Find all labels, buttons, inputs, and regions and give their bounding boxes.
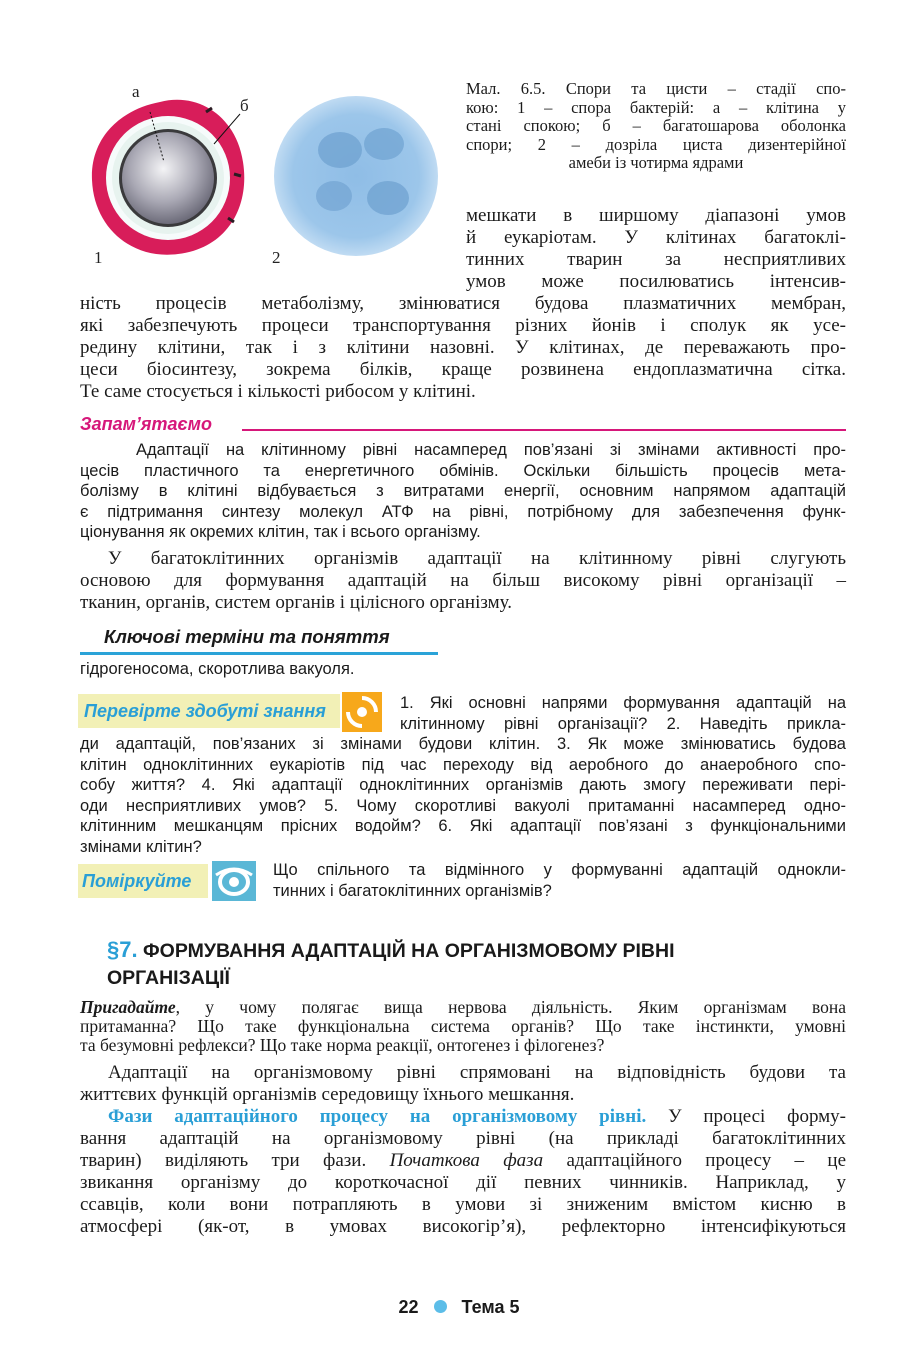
remember-header <box>80 414 846 436</box>
dot-icon <box>434 1300 447 1313</box>
text-line: тинних тварин за несприятливих <box>466 249 846 270</box>
text-line: клітин одноклітинних еукаріотів під час переходу від аеробного до анаеробного спо- <box>80 755 846 774</box>
label-1: 1 <box>94 248 103 267</box>
text-line: змінами клітин? <box>80 837 202 856</box>
label-a: а <box>132 82 140 101</box>
text-line: Те саме стосується і кількості рибосом у клітині. <box>80 381 476 402</box>
phases-heading: Фази адаптаційного процесу на організмовому рівні. <box>108 1106 647 1127</box>
section-number: §7. <box>107 937 138 962</box>
section-title-line1: ФОРМУВАННЯ АДАПТАЦІЙ НА ОРГАНІЗМОВОМУ РІВНІ <box>143 940 675 962</box>
page-number: 22 <box>398 1297 419 1317</box>
text-line: звикання організму до короткочасної дії певних чинників. Наприклад, у <box>80 1172 846 1193</box>
key-terms-text: гідрогеносома, скоротлива вакуоля. <box>80 660 355 678</box>
check-knowledge-label: Перевірте здобуті знання <box>84 701 326 721</box>
caption-line: амеби із чотирма ядрами <box>568 153 744 172</box>
section-title-line2: ОРГАНІЗАЦІЇ <box>107 967 230 989</box>
caption-line: кою: 1 – спора бактерій: а – клітина у <box>466 97 846 117</box>
line3-pre: тварин) виділяють три фази. <box>80 1150 390 1171</box>
think-label: Поміркуйте <box>82 871 192 891</box>
caption-line: стані спокою; б – багатошарова оболонка <box>466 116 846 135</box>
text-line: клітинним мешканцям прісних водойм? 6. Які адаптації пов’язані з функціональними <box>80 817 846 835</box>
remember-title: Запам’ятаємо <box>80 414 212 434</box>
caption-line: Мал. 6.5. Спори та цисти – стадії спо- <box>466 79 846 98</box>
text-line: основою для формування адаптацій на більш високому рівні організації – <box>80 570 846 591</box>
text-line: Адаптації на клітинному рівні насамперед пов’язані зі змінами активності про- <box>136 441 846 459</box>
remember-rule <box>242 429 846 431</box>
text-line: ність процесів метаболізму, змінюватися будова плазматичних мембран, <box>80 293 846 314</box>
phases-line1-rest: У процесі форму- <box>646 1106 847 1127</box>
text-line: та безумовні рефлекси? Що таке норма реакції, онтогенез і філогенез? <box>80 1035 605 1055</box>
paragraph-phases <box>80 1106 846 1238</box>
text-line <box>80 1106 846 1128</box>
figure-caption <box>466 80 846 173</box>
check-knowledge-text <box>80 693 846 857</box>
section-heading <box>107 936 847 992</box>
initial-phase-term: Початкова фаза <box>389 1150 544 1171</box>
spore-and-cyst-illustration <box>78 78 458 278</box>
paragraph-organism-adaptations <box>80 1062 846 1106</box>
text-line: життєвих функцій організмів середовищу їхнього мешкання. <box>80 1084 575 1105</box>
text-line: Що спільного та відмінного у формуванні адаптацій однокли- <box>273 861 846 879</box>
paragraph-multicellular <box>80 548 846 614</box>
text-line: Адаптації на організмовому рівні спрямовані на відповідність будови та <box>108 1062 846 1083</box>
text-line: умов може посилюватись інтенсив- <box>466 271 846 292</box>
text-line: цесів пластичного та енергетичного обмінів. Оскільки більшість процесів мета- <box>80 461 846 480</box>
text-line: й еукаріотам. У клітинах багатоклі- <box>466 227 846 248</box>
recall-line1-rest: , у чому полягає вища нервова діяльність. Яким організмам вона <box>175 997 846 1017</box>
text-line: собу життя? 4. Які адаптації одноклітинних організмів дають змогу переживати пері- <box>80 776 846 794</box>
text-line: редину клітини, так і з клітини назовні. У клітинах, де переважають про- <box>80 337 846 358</box>
text-line: ціонування як окремих клітин, так і всього організму. <box>80 523 481 541</box>
think-text <box>273 860 846 901</box>
text-line: клітинному рівні організації? 2. Наведіть прикла- <box>400 714 846 733</box>
text-line: тинних і багатоклітинних організмів? <box>273 881 552 900</box>
text-line: тканин, органів, систем органів і цілісного організму. <box>80 592 512 613</box>
bacterial-spore <box>92 100 244 255</box>
text-line <box>80 1150 846 1172</box>
recall-paragraph <box>80 998 846 1055</box>
text-line: вання адаптацій на організмовому рівні (на прикладі багатоклітинних <box>80 1128 846 1149</box>
text-line <box>80 998 846 1017</box>
text-line: які забезпечують процеси транспортування різних йонів і сполук як усе- <box>80 315 846 336</box>
text-line: оди несприятливих умов? 5. Чому скоротливі вакуолі притаманні насамперед одно- <box>80 796 846 815</box>
text-line: притаманна? Що таке функціональна система органів? Що таке інстинкти, умовні <box>80 1016 846 1036</box>
caption-line: спори; 2 – дозріла циста дизентерійної <box>466 134 846 154</box>
label-b: б <box>240 96 249 115</box>
page-footer <box>0 1297 918 1318</box>
text-line: У багатоклітинних організмів адаптації на клітинному рівні слугують <box>108 548 846 569</box>
label-2: 2 <box>272 248 281 267</box>
text-line: ссавців, коли вони потрапляють в умови зі зниженим вмістом кисню в <box>80 1194 846 1215</box>
ring-icon <box>212 861 256 901</box>
text-line: мешкати в ширшому діапазоні умов <box>466 205 846 226</box>
figure-6-5 <box>78 78 458 278</box>
wrap-text <box>466 205 846 293</box>
remember-text <box>80 440 846 543</box>
topic-label: Тема 5 <box>461 1297 520 1317</box>
text-line: ди адаптацій, пов’язаних зі змінами будови клітин. 3. Як може змінюватись будова <box>80 735 846 753</box>
text-line: 1. Які основні напрями формування адаптацій на <box>400 694 846 712</box>
line3-post: адаптаційного процесу – це <box>543 1150 846 1171</box>
recall-lead: Пригадайте <box>80 997 176 1017</box>
amoeba-cyst <box>274 96 438 256</box>
paragraph-metabolism <box>80 293 846 403</box>
key-terms-title: Ключові терміни та поняття <box>104 626 390 647</box>
text-line: болізму в клітині відбувається з витратами енергії, основним напрямом адаптацій <box>80 482 846 500</box>
key-terms-rule <box>80 652 438 655</box>
text-line: атмосфері (як-от, в умовах високогір’я), рефлекторно інтенсифікуються <box>80 1216 846 1237</box>
text-line: цеси біосинтезу, зокрема білків, краще розвинена ендоплазматична сітка. <box>80 359 846 380</box>
text-line: є підтримання синтезу молекул АТФ на рівні, потрібному для забезпечення функ- <box>80 502 846 521</box>
